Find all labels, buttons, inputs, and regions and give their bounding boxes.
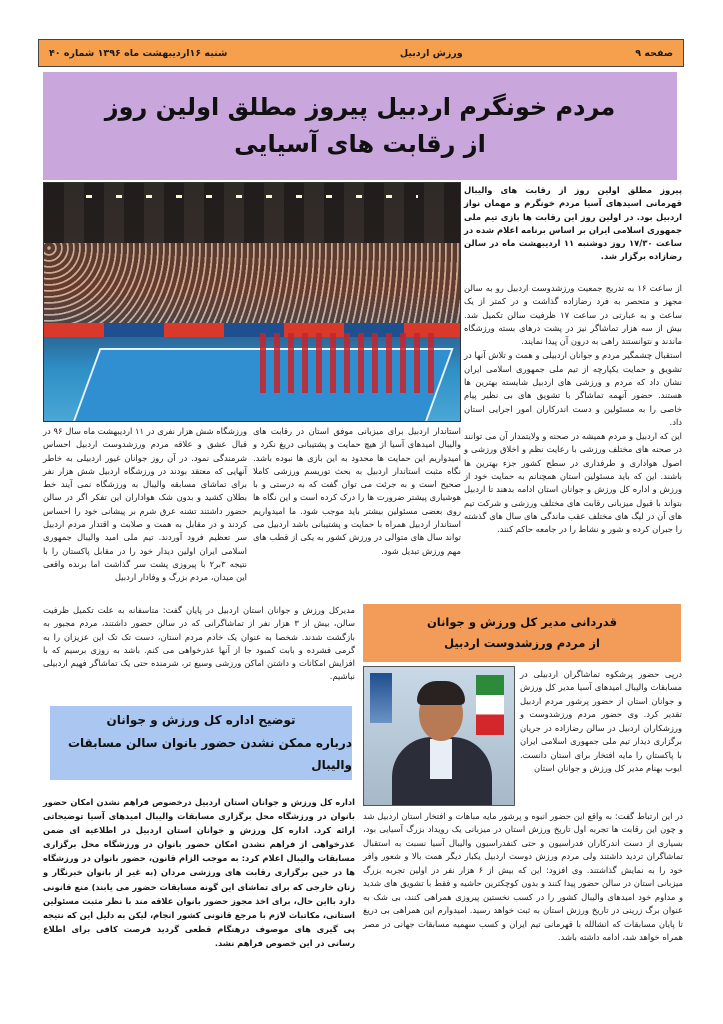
headline-line-1: مردم خونگرم اردبیل پیروز مطلق اولین روز — [104, 92, 616, 121]
iran-flag — [476, 675, 504, 735]
women-attendance-body: اداره کل ورزش و جوانان استان اردبیل درخصوص فراهم نشدن امکان حضور بانوان در ورزشگاه محل برگزاری مسابقات والیبال امیدهای آسیا توضیحاتی ارائه کرد. اداره کل ورزش و جوانان استان اردبیل در اطلاعیه ای ضمن عذرخواهی از فراهم نشدن امکان حضور بانوان در ورزشگاه محل برگزاری مسابقات والیبال اعلام کرد: به موجب الزام قانون، حضور بانوان در ورزشگاه ها در حین برگزاری رقابت های ورزشی مردان (به غیر از بانوان خبرنگار و زنان خارجی که برای تماشای این گونه مسابقات حضور می یابند) منع قانونی دارد بااین حال، برای اخذ مجوز حضور بانوان علاقه مند با نظر مثبت مسئولین استانی، مکاتبات لازم با مرجع قانونی کشور انجام، لیکن به دلیل این که نتیجه پی گیری های موصوف درهنگام قطعی گردید فرصت کافی برای اطلاع رسانی در این خصوص فراهم نشد. — [43, 797, 355, 948]
section-title: ورزش اردبیل — [399, 47, 463, 59]
arena-roof — [44, 183, 460, 243]
blue-title-2: درباره ممکن نشدن حضور بانوان سالن مسابقات والیبال — [67, 735, 352, 773]
lead-paragraph: پیروز مطلق اولین روز از رقابت های والیبال قهرمانی اسیدهای آسیا مردم خونگرم و مهمان نواز اردبیل بود. در اولین روز این رقابت ها بازی تیم ملی جمهوری اسلامی ایران بر اساس برنامه اعلام شده در ساعت ۱۷/۳۰ روز دوشنبه ۱۱ اردیبهشت ماه در سالن رضازاده برگزار شد. — [464, 185, 682, 262]
arena-crowd — [44, 243, 460, 323]
blue-title-1: توضیح اداره کل ورزش و جوانان — [106, 712, 296, 727]
arena-lights — [86, 195, 419, 198]
headline-line-2: از رقابت های آسیایی — [234, 130, 486, 158]
appreciation-body: در این ارتباط گفت: به واقع این حضور انبوه و پرشور مایه مباهات و افتخار استان اردبیل شد و چون این رقابت ها تجربه اول تاریخ ورزش استان در میزبانی یک رویداد بزرگ آسیایی بود، بسیاری از دست اندرکاران فدراسیون و حتی کنفدراسیون والیبال آسیا نسبت به استقبال تماشاگران تردید داشتند ولی مردم ورزش دوست اردبیل یکبار دیگر همت بالا و شعور وافر خود را به نمایش گذاشتند. وی افزود: این که بیش از ۶ هزار نفر در اولین تجربه بزرگ میزبانی استان در سالن حضور پیدا کنند و بدون کوچکترین حاشیه و فقط با تشویق های شدید و مداوم خود امیدهای والیبال کشور را در کسب نخستین پیروزی همراهی کنند، بی شک به عنوان برگ زرینی در تاریخ ورزش استان به ثبت خواهد رسید. امیدوارم این همراهی بی دریغ تا پایان مسابقات که انشالله با قهرمانی تیم ایران و کسب سهمیه مسابقات جهانی در مصر همراه خواهد شد، ادامه داشته باشد. — [363, 811, 683, 942]
issue-date: شنبه ۱۶اردیبهشت ماه ۱۳۹۶ شماره ۴۰ — [49, 47, 228, 59]
orange-title-2: از مردم ورزشدوست اردبیل — [444, 636, 600, 650]
orange-title-1: قدردانی مدیر کل ورزش و جوانان — [426, 614, 618, 629]
director-portrait — [363, 666, 515, 806]
main-headline — [43, 72, 677, 180]
appreciation-headline — [363, 604, 681, 662]
portrait-shirt — [430, 739, 452, 779]
volleyball-players — [260, 333, 440, 393]
portrait-hair — [417, 681, 465, 705]
right-column — [464, 282, 682, 537]
left-column: ورزشگاه شش هزار نفری در ۱۱ اردیبهشت ماه سال ۹۶ در قبال عشق و علاقه مردم ورزشدوست اردبیل احساس شرمندگی نمود. در آن روز جوانان غیور اردبیلی به خاطر آنهایی که معتقد بودند در ورزشگاه اردبیل شش هزار نفر برای تماشای مسابقه والیبال به ورزشگاه نمی آیند خط بطلان کشید و بدون شک هواداران این تفکر اگر در سالن حضور داشتند تشنه عرق شرم بر پیشانی خود را احساس کردند و در مقابل به همت و صلابت و اقتدار مردم اردبیل سر تعظیم فرود آوردند. تیم ملی امید والیبال جمهوری اسلامی ایران اولین دیدار خود را در مقابل پاکستان را با نتیجه ۳بر۲ با پیروزی پشت سر گذاشت اما برنده واقعی این میدان، مردم بزرگ و وفادار اردبیل — [43, 426, 248, 583]
flag-left — [370, 673, 392, 723]
right-paragraph: این که اردبیل و مردم همیشه در صحنه و ولایتمدار آن می توانند در صحنه های مختلف ورزشی با رعایت نظم و اخلاق ورزشی و اصول هواداری و طرفداری در سطح کشور جزء بهترین ها باشند. این که باید مسئولین استان همچنانم به حمایت خود از ورزش و اداره کل ورزش و جوانان استان ادامه بدهند تا اردبیل بتواند با قبول میزبانی رقابت های مختلف ورزشی و شرکت تیم های آن در لیگ های مختلف عقب ماندگی های سال های گذشته را جبران کرده و شور و نشاط را در جامعه حاکم کنند. — [464, 431, 682, 535]
page-number: صفحه ۹ — [635, 47, 673, 59]
women-attendance-headline — [50, 706, 352, 780]
right-paragraph: استقبال چشمگیر مردم و جوانان اردبیلی و همت و تلاش آنها در تشویق و حمایت یکپارچه از تیم ملی جمهوری اسلامی ایران نشان داد که مردم و ورزشی های اردبیل شایسته بهترین ها هستند. حضور آنهمه تماشاگر با تشویق های بی نظیر پیام خاصی را به مسئولین و دست اندرکاران امور اجرایی استان داد. — [464, 350, 682, 427]
middle-column: استاندار اردبیل برای میزبانی موفق استان در رقابت های والیبال امیدهای آسیا از هیچ حمایت و پشتیبانی دریغ نکرد و امیدواریم این حمایت ها محدود به این بازی ها نبوده باشد. نگاه مثبت استاندار اردبیل به بحث توریسم ورزشی کاملا صحیح است و به جرئت می توان گفت که به درستی و با هوشیاری پیشتر ضرورت ها را درک کرده است و این نگاه ها روی بعضی مسئولین بیشتر باید موجب شود. ما امیدواریم استاندار اردبیل همراه با حمایت و پشتیبانی باشد اردبیل می تواند سال های متوالی در ورزش کشور به یکی از قطب های مهم ورزش تبدیل شود. — [253, 426, 461, 556]
arena-photo — [43, 182, 461, 422]
appreciation-intro: درپی حضور پرشکوه تماشاگران اردبیلی در مسابقات والیبال امیدهای آسیا مدیر کل ورزش و جوانان استان از حضور پرشور مردم اردبیل تقدیر کرد. وی حضور مردم ورزشدوست و ورزشکاران اردبیل در سالن رضازاده در جریان برگزاری دیدار تیم ملی جمهوری اسلامی ایران با پاکستان را مایه افتخار برای استان دانست. ایوب بهنام مدیر کل ورزش و جوانان استان — [520, 669, 682, 774]
right-paragraph: از ساعت ۱۶ به تدریج جمعیت ورزشدوست اردبیل رو به سالن مجهز و متحصر به فرد رضازاده گذاشت و در کمتر از یک ساعت و به عبارتی در ساعت ۱۷ ظرفیت سالن تکمیل شد. بیش از سه هزار تماشاگر نیز در پشت درهای بسته ورزشگاه ماندند و نتوانستند راهی به درون آن پیدا نمایند. — [464, 283, 682, 347]
continuation-paragraph: مدیرکل ورزش و جوانان استان اردبیل در پایان گفت: متاسفانه به علت تکمیل ظرفیت سالن، بیش از ۳ هزار نفر از تماشاگرانی که در سالن حضور داشتند، مردم مجبور به بازگشت شدند. شخصا به عنوان یک خادم مردم استان، دست تک تک این عزیزان را به گرمی فشرده و بابت کمبود جا از آنها عذرخواهی می کنم. باشد به روزی برسیم که با افزایش امکانات و داشتن اماکن ورزشی وسیع تر، شرمنده حتی یک تماشاگر فهیم اردبیلی نباشیم. — [43, 605, 356, 682]
page-header-bar — [38, 39, 684, 67]
